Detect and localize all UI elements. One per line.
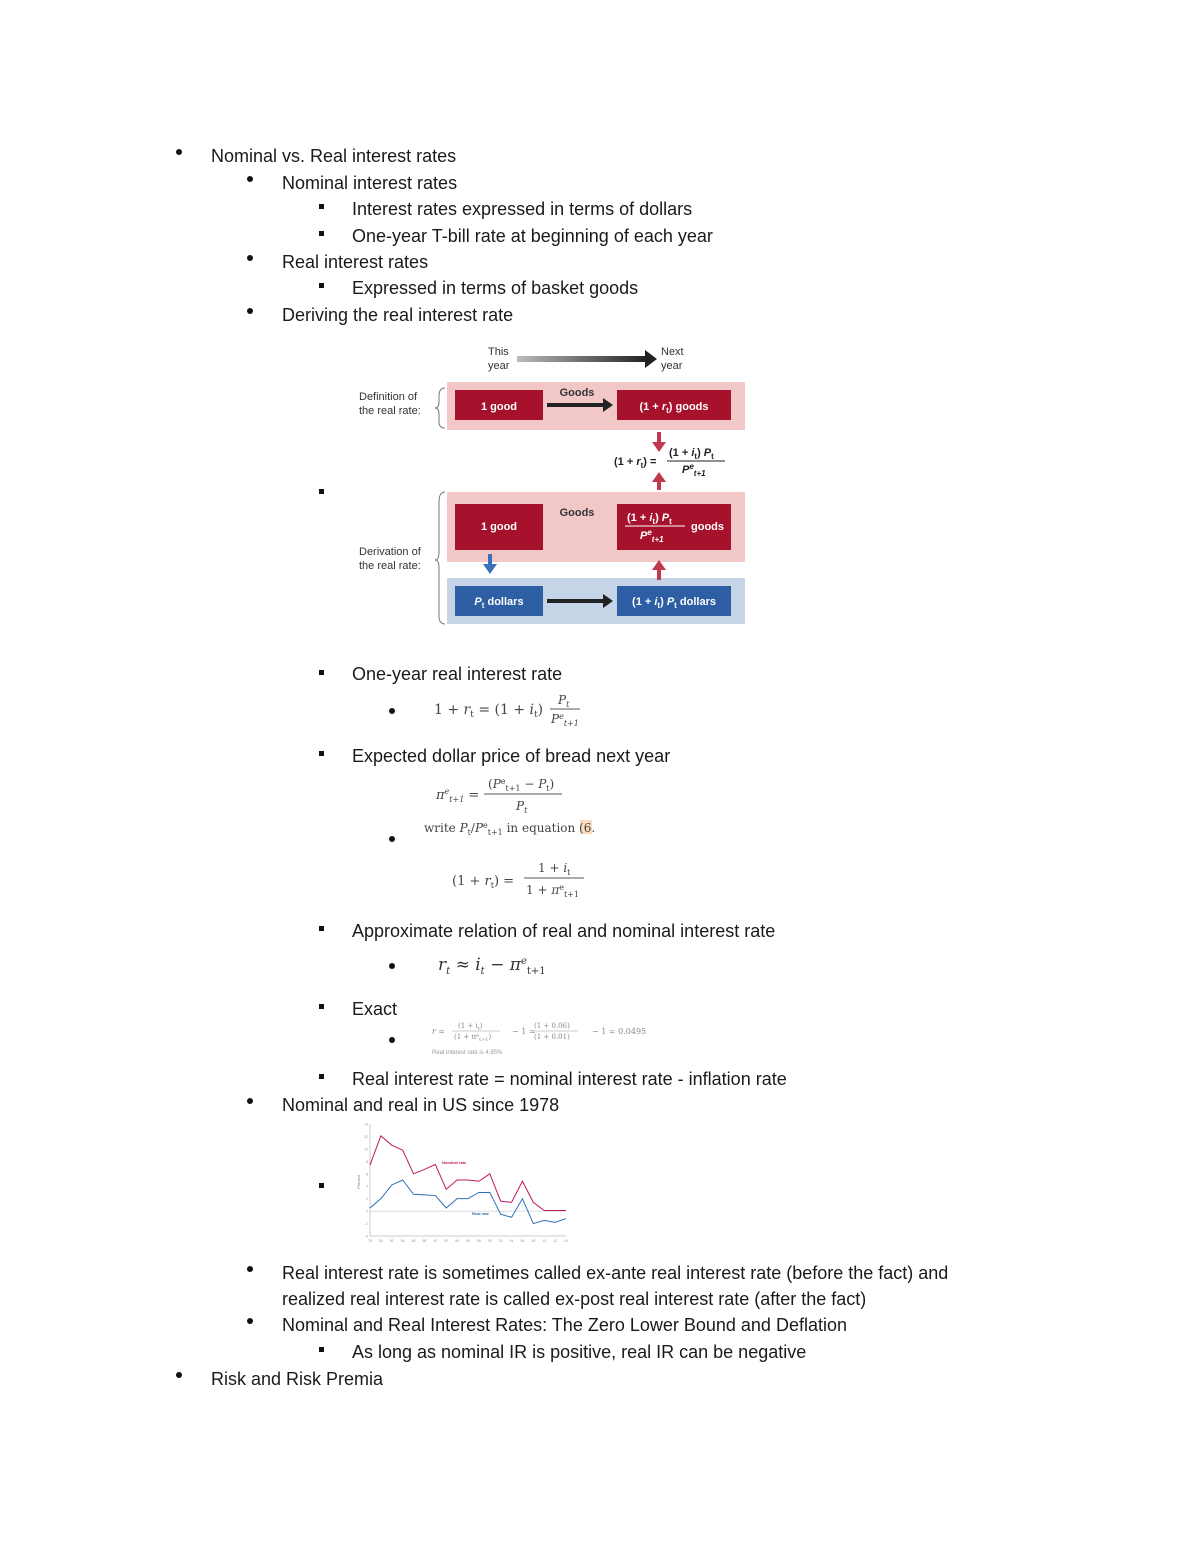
bullet (389, 836, 395, 842)
outline-heading-nominal-vs-real: Nominal vs. Real interest rates (211, 146, 457, 166)
outline-subitem-expected-price: Expected dollar price of bread next year (352, 746, 671, 766)
y-tick-label: 10 (364, 1147, 368, 1152)
goods-label: Goods (559, 387, 595, 399)
x-tick-label: 14 (564, 1239, 568, 1243)
svg-text:Pt: $P_t$ (516, 799, 528, 815)
x-tick-label: 10 (542, 1239, 547, 1243)
chart-ylabel: Percent (356, 1175, 361, 1189)
svg-text:Pt dollars: $P_t$ dollars (474, 596, 524, 610)
nominal-real-rate-chart (352, 1118, 572, 1246)
equation-exact (430, 1018, 670, 1058)
svg-text:year: year (661, 360, 683, 372)
x-tick-label: 02 (498, 1239, 503, 1243)
outline-item-us-since-1978: Nominal and real in US since 1978 (282, 1095, 560, 1115)
svg-text:(1 + 0.01): (1 + 0.01) (534, 1033, 570, 1041)
bullet (319, 1074, 324, 1079)
svg-text:rt ≈ it − πet+1: $r_t \approx i_t - \pi^e_{t+1}$ (438, 955, 546, 977)
x-tick-label: 86 (411, 1239, 416, 1243)
svg-text:Goods: Goods (559, 507, 595, 519)
bullet (247, 308, 253, 314)
bullet (176, 149, 182, 155)
bullet (319, 204, 324, 209)
outline-subitem-zlb: As long as nominal IR is positive, real IR can be negative (352, 1342, 807, 1362)
bullet (247, 176, 253, 182)
outline-item-zlb: Nominal and Real Interest Rates: The Zero Lower Bound and Deflation (282, 1315, 847, 1335)
svg-text:goods: goods (691, 521, 724, 533)
svg-text:(1 + it): $(1 + i_t)$ (458, 1022, 483, 1032)
y-tick-label: 12 (364, 1134, 368, 1139)
equation-inflation-block (420, 772, 620, 902)
outline-subitem-exact: Exact (352, 999, 398, 1019)
svg-text:− 1 = 0.0495: − 1 = 0.0495 (592, 1027, 647, 1036)
bullet (247, 1318, 253, 1324)
bullet (389, 963, 395, 969)
x-tick-label: 90 (433, 1239, 438, 1243)
bullet (319, 1004, 324, 1009)
real-rate-diagram (355, 340, 755, 630)
derivation-label: Derivation of (359, 546, 421, 558)
svg-text:πet+1 =: $\pi^e_{t+1}$ = (436, 787, 480, 804)
x-tick-label: 08 (531, 1239, 536, 1243)
x-tick-label: 80 (378, 1239, 383, 1243)
bullet (319, 670, 324, 675)
svg-text:1 + rt = (1 + it): $1 + r_t = (1 + i_t)$ (434, 702, 544, 720)
y-tick-label: -2 (364, 1222, 368, 1227)
real-rate-line (370, 1180, 566, 1224)
outline-subitem: Expressed in terms of basket goods (352, 278, 639, 298)
svg-text:year: year (488, 360, 510, 372)
svg-text:1 good: 1 good (480, 401, 518, 413)
svg-text:Pet+1: $P^e_{t+1}$ (640, 528, 664, 544)
bullet (247, 255, 253, 261)
x-tick-label: 92 (444, 1239, 449, 1243)
svg-text:write Pt/Pet+1 in equation (6.: write $P_t/P^e_{t+1}$ in equation (6. (424, 821, 596, 837)
real-series-label: Real rate (472, 1211, 489, 1216)
svg-text:− 1 =: − 1 = (512, 1027, 536, 1036)
outline-subitem-approx: Approximate relation of real and nominal interest rate (352, 921, 776, 941)
exact-caption: Real interest rate is 4.95% (432, 1050, 503, 1056)
y-tick-label: 4 (366, 1184, 368, 1189)
svg-text:the real rate:: the real rate: (359, 560, 421, 572)
svg-text:Pet+1: $P^e_{t+1}$ (551, 712, 579, 728)
svg-text:1 + πet+1: $1 + \pi^e_{t+1}$ (526, 883, 579, 899)
middle-equation: $(1 + r_t)$ = (614, 456, 657, 470)
bullet (319, 1347, 324, 1352)
outline-subitem-real-eq: Real interest rate = nominal interest rate - inflation rate (352, 1069, 787, 1089)
outline-item-nominal: Nominal interest rates (282, 173, 458, 193)
x-tick-label: 12 (553, 1239, 558, 1243)
svg-text:the real rate:: the real rate: (359, 405, 421, 417)
outline-subitem: One-year T-bill rate at beginning of each year (352, 226, 713, 246)
bullet (319, 926, 324, 931)
equation-approx (434, 950, 594, 980)
definition-label: Definition of (359, 391, 418, 403)
svg-text:1 + it: $1 + i_t$ (538, 861, 571, 877)
x-tick-label: 84 (400, 1239, 405, 1243)
outline-item-exante-line1: Real interest rate is sometimes called ex-ante real interest rate (before the fact) and (282, 1263, 949, 1283)
bullet (247, 1266, 253, 1272)
equation-one-year-real (430, 690, 600, 730)
x-tick-label: 94 (455, 1239, 460, 1243)
y-tick-label: 14 (364, 1122, 368, 1127)
bullet (247, 1098, 253, 1104)
svg-text:Pt: $P_t$ (558, 693, 570, 709)
x-tick-label: 00 (487, 1239, 492, 1243)
bullet (319, 489, 324, 494)
svg-text:(1 + 0.06): (1 + 0.06) (534, 1022, 570, 1030)
x-tick-label: 88 (422, 1239, 427, 1243)
y-tick-label: 8 (366, 1159, 368, 1164)
x-tick-label: 78 (368, 1239, 372, 1243)
svg-text:(1 + it) Pt: $(1 + i_t)$ $P_t$ (627, 512, 672, 526)
x-tick-label: 04 (509, 1239, 514, 1243)
svg-text:(Pet+1 − Pt): $(P^e_{t+1} - P_t)$ (488, 777, 555, 793)
nominal-series-label: Nominal rate (442, 1160, 467, 1165)
svg-text:(1 + rt) =: $(1 + r_t)$ = (452, 874, 515, 890)
svg-text:(1 + rt) goods: $(1 + r_t)$ goods (639, 401, 709, 415)
y-tick-label: 2 (366, 1197, 368, 1202)
bullet (319, 751, 324, 756)
outline-item-exante-line2: realized real interest rate is called ex-post real interest rate (after the fact) (282, 1289, 867, 1309)
svg-text:(1 + πet+1): $(1 + \pi^e_{t+1})$ (454, 1033, 492, 1043)
outline-item-deriving: Deriving the real interest rate (282, 305, 514, 325)
outline-heading-risk: Risk and Risk Premia (211, 1369, 384, 1389)
bullet (176, 1372, 182, 1378)
svg-text:r =: r = (432, 1027, 446, 1036)
x-tick-label: 82 (389, 1239, 394, 1243)
outline-subitem-one-year-real: One-year real interest rate (352, 664, 563, 684)
svg-text:Pet+1: $P^e_{t+1}$ (682, 462, 706, 478)
bullet (389, 708, 395, 714)
svg-text:1 good: 1 good (480, 521, 518, 533)
bullet (319, 1183, 324, 1188)
next-year-label: Next (661, 346, 684, 358)
svg-text:(1 + it) Pt: $(1 + i_t)$ $P_t$ (669, 447, 714, 461)
bullet (389, 1037, 395, 1043)
x-tick-label: 96 (466, 1239, 470, 1243)
nominal-rate-line (370, 1136, 566, 1211)
x-tick-label: 98 (476, 1239, 481, 1243)
outline-item-real: Real interest rates (282, 252, 429, 272)
y-tick-label: -4 (364, 1234, 368, 1239)
this-year-label: This (488, 346, 509, 358)
bullet (319, 231, 324, 236)
bullet (319, 283, 324, 288)
svg-text:(1 + it) Pt dollars: $(1 + i_t)$ $P_t$ dollars (632, 596, 716, 610)
y-tick-label: 6 (366, 1172, 368, 1177)
y-tick-label: 0 (366, 1209, 368, 1214)
x-tick-label: 06 (520, 1239, 525, 1243)
outline-subitem: Interest rates expressed in terms of dollars (352, 199, 693, 219)
